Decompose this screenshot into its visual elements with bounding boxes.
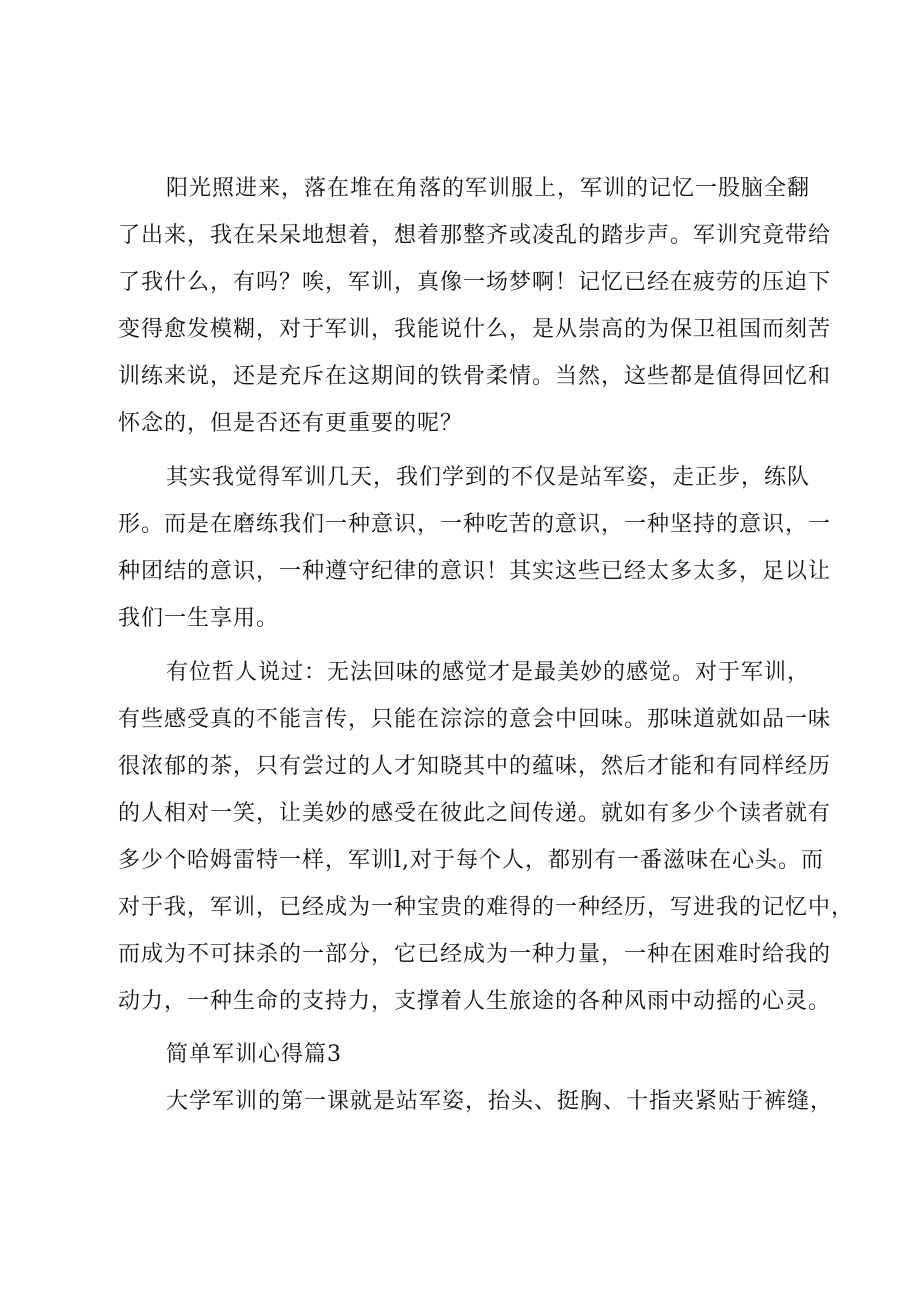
paragraph-1-line-1: 阳光照进来，落在堆在角落的军训服上，军训的记忆一股脑全翻 — [166, 176, 811, 201]
paragraph-4-line-1: 大学军训的第一课就是站军姿，抬头、挺胸、十指夹紧贴于裤缝， — [166, 1089, 834, 1114]
paragraph-3-line-2: 有些感受真的不能言传，只能在淙淙的意会中回味。那味道就如品一味 — [118, 707, 832, 732]
paragraph-1-line-2: 了出来，我在呆呆地想着，想着那整齐或凌乱的踏步声。军训究竟带给 — [118, 223, 832, 248]
section-heading: 简单军训心得篇3 — [166, 1042, 342, 1067]
paragraph-3-line-5: 多少个哈姆雷特一样，军训l,对于每个人，都别有一番滋味在心头。而 — [118, 848, 825, 873]
paragraph-1-line-3: 了我什么，有吗？唉，军训，真像一场梦啊！记忆已经在疲劳的压迫下 — [118, 270, 832, 295]
paragraph-3-line-8: 动力，一种生命的支持力，支撑着人生旅途的各种风雨中动摇的心灵。 — [118, 989, 832, 1014]
paragraph-2-line-4: 我们一生享用。 — [118, 606, 280, 631]
paragraph-1-line-6: 怀念的，但是否还有更重要的呢？ — [118, 411, 464, 436]
paragraph-3-line-6: 对于我，军训，已经成为一种宝贵的难得的一种经历，写进我的记忆中， — [118, 895, 855, 920]
paragraph-1-line-4: 变得愈发模糊，对于军训，我能说什么，是从崇高的为保卫祖国而刻苦 — [118, 317, 832, 342]
paragraph-3-line-1: 有位哲人说过：无法回味的感觉才是最美妙的感觉。对于军训， — [166, 660, 811, 685]
paragraph-3-line-7: 而成为不可抹杀的一部分，它已经成为一种力量，一种在困难时给我的 — [118, 942, 832, 967]
paragraph-2-line-1: 其实我觉得军训几天，我们学到的不仅是站军姿，走正步，练队 — [166, 465, 811, 490]
paragraph-3-line-4: 的人相对一笑，让美妙的感受在彼此之间传递。就如有多少个读者就有 — [118, 801, 832, 826]
paragraph-3-line-3: 很浓郁的茶，只有尝过的人才知晓其中的蕴味，然后才能和有同样经历 — [118, 754, 832, 779]
paragraph-2-line-3: 种团结的意识，一种遵守纪律的意识！其实这些已经太多太多，足以让 — [118, 559, 832, 584]
paragraph-1-line-5: 训练来说，还是充斥在这期间的铁骨柔情。当然，这些都是值得回忆和 — [118, 364, 832, 389]
paragraph-2-line-2: 形。而是在磨练我们一种意识，一种吃苦的意识，一种坚持的意识，一 — [118, 512, 832, 537]
